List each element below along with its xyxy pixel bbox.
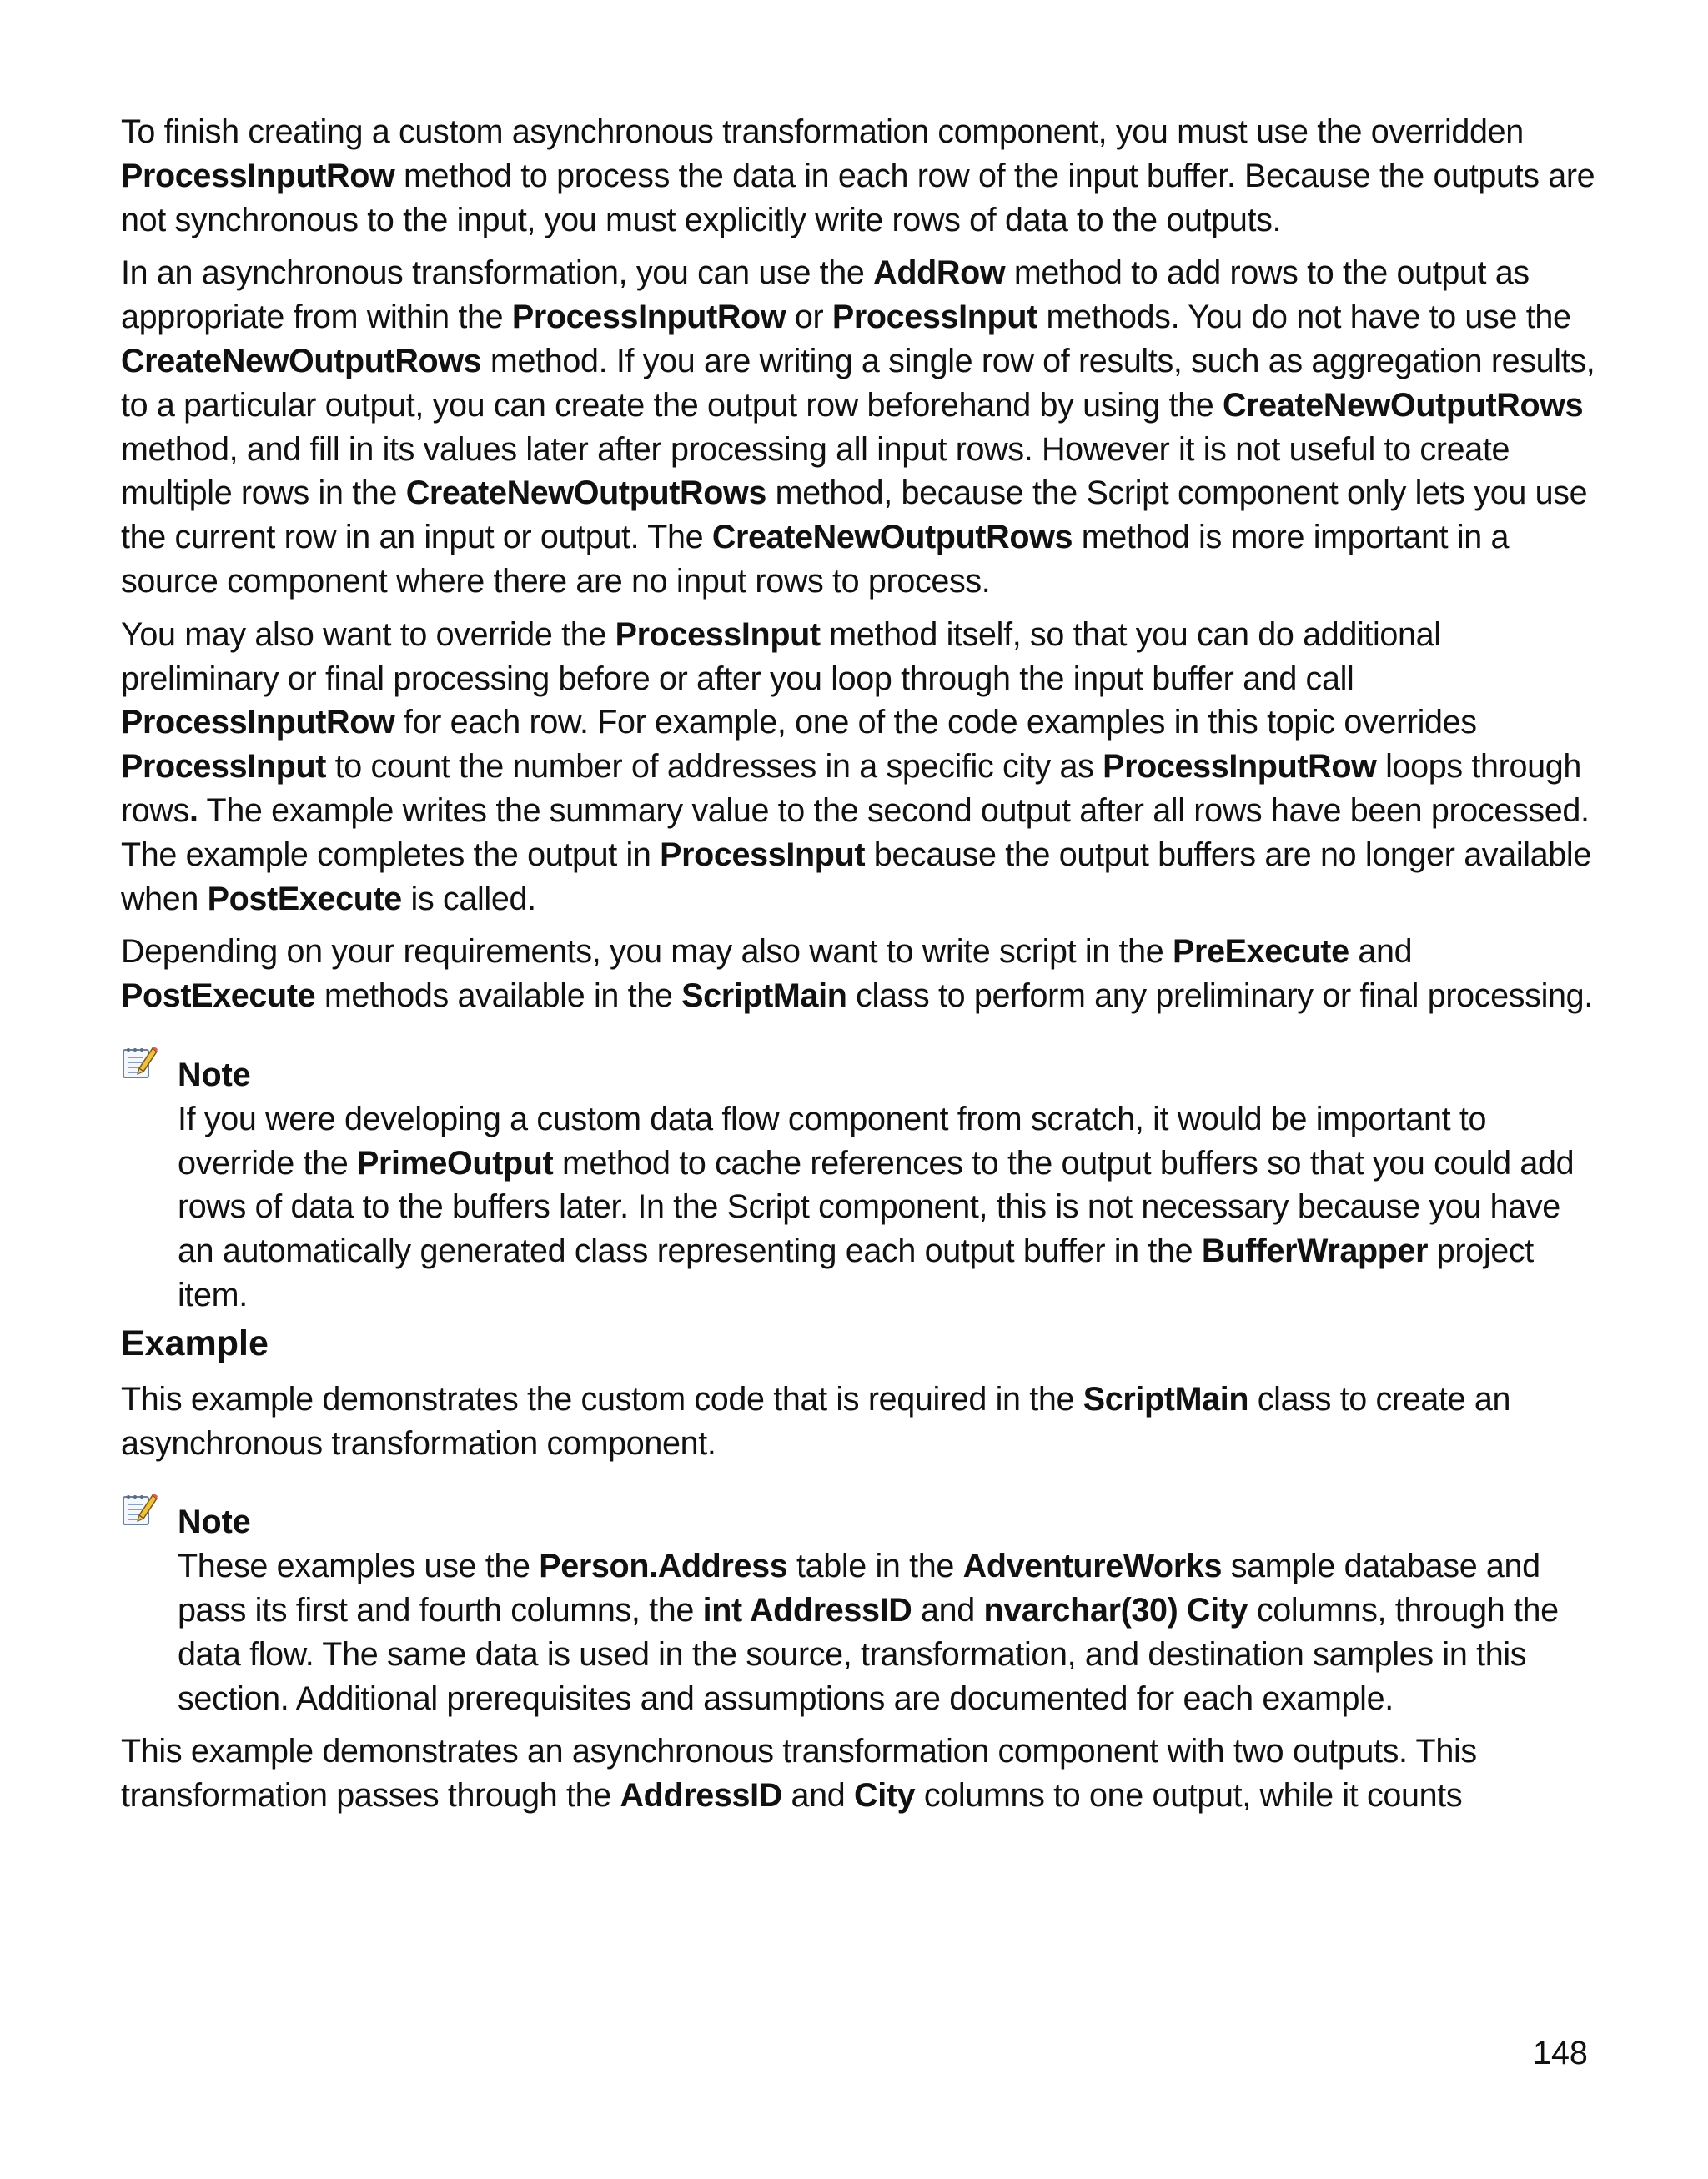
text: to count the number of addresses in a specific city as <box>326 748 1103 786</box>
text: columns to one output, while it counts <box>915 1777 1463 1815</box>
bold-term: ProcessInput <box>831 299 1037 336</box>
bold-term: CreateNewOutputRows <box>121 342 482 379</box>
notepad-pencil-icon <box>121 1490 158 1527</box>
text: These examples use the <box>178 1548 540 1585</box>
text: methods available in the <box>315 977 682 1015</box>
text: If you were developing a custom data flow component from scratch, it would be important to override the <box>178 1100 1487 1182</box>
text: method to process the data in each row of the input buffer. Because the outputs are not synchronous to the input, you must explicitly write rows of data to the outputs. <box>121 157 1595 238</box>
bold-term: Person.Address <box>539 1548 788 1585</box>
text: method to add rows to the output as appropriate from within the <box>121 254 1530 336</box>
bold-term: ProcessInputRow <box>1103 748 1377 786</box>
bold-term: ProcessInput <box>615 615 821 653</box>
text: class to perform any preliminary or final processing. <box>846 977 1593 1015</box>
bold-term: ProcessInput <box>121 748 327 786</box>
text: class to create an asynchronous transformation component. <box>121 1380 1511 1462</box>
bold-term: PostExecute <box>121 977 316 1015</box>
text: because the output buffers are no longer available when <box>121 836 1591 917</box>
text: loops through rows <box>121 748 1581 829</box>
text: for each row. For example, one of the code examples in this topic overrides <box>394 704 1477 741</box>
text: is called. <box>401 880 536 917</box>
bold-term: AdventureWorks <box>962 1548 1223 1585</box>
note-title: Note <box>178 1504 251 1541</box>
notepad-pencil-icon <box>121 1043 158 1080</box>
section-heading: Example <box>121 1323 269 1363</box>
bold-term: ProcessInput <box>660 836 866 873</box>
text: method to cache references to the output buffers so that you could add rows of data to the buffers later. In the Script component, this is not necessary because you have an automatically generated class representing each output buffer in the <box>178 1144 1575 1270</box>
bold-term: ProcessInputRow <box>511 299 786 336</box>
text: project item. <box>178 1233 1534 1313</box>
text: methods. You do not have to use the <box>1037 299 1571 336</box>
bold-term: BufferWrapper <box>1201 1233 1429 1270</box>
paragraph-4 <box>121 930 1597 1018</box>
bold-term: ScriptMain <box>1083 1380 1249 1418</box>
paragraph-2 <box>121 251 1597 603</box>
bold-term: CreateNewOutputRows <box>1222 386 1584 424</box>
bold-term: PreExecute <box>1173 933 1349 971</box>
text: sample database and pass its first and fourth columns, the <box>178 1548 1540 1629</box>
text: columns, through the data flow. The same data is used in the source, transformation, and destination samples in this section. Additional prerequisites and assumptions are documented for each example. <box>178 1591 1559 1717</box>
text: Depending on your requirements, you may also want to write script in the <box>121 933 1173 971</box>
bold-term: PrimeOutput <box>357 1144 554 1182</box>
text: method, because the Script component only lets you use the current row in an input or output. The <box>121 474 1588 556</box>
note-box-2 <box>121 1500 1597 1720</box>
bold-term: ScriptMain <box>681 977 847 1015</box>
paragraph-1 <box>121 110 1597 242</box>
paragraph-6 <box>121 1730 1597 1818</box>
text: This example demonstrates the custom code that is required in the <box>121 1380 1083 1418</box>
bold-term: int AddressID <box>702 1591 912 1629</box>
text: and <box>781 1777 855 1815</box>
bold-term: ProcessInputRow <box>121 157 395 194</box>
text: method. If you are writing a single row of results, such as aggregation results, to a particular output, you can create the output row beforehand by using the <box>121 342 1595 424</box>
text: method itself, so that you can do additional preliminary or final processing before or after you loop through the input buffer and call <box>121 615 1441 697</box>
bold-term: CreateNewOutputRows <box>405 474 767 512</box>
text: and <box>912 1591 984 1629</box>
bold-term: ProcessInputRow <box>121 704 395 741</box>
text: table in the <box>787 1548 963 1585</box>
bold-term: . <box>189 791 198 829</box>
text: You may also want to override the <box>121 615 615 653</box>
text: method is more important in a source component where there are no input rows to process. <box>121 519 1510 600</box>
bold-term: nvarchar(30) City <box>983 1591 1248 1629</box>
document-page <box>121 110 1597 1827</box>
text: The example writes the summary value to the second output after all rows have been processed. The example completes the output in <box>121 791 1590 873</box>
bold-term: AddRow <box>873 254 1006 292</box>
paragraph-3 <box>121 613 1597 921</box>
bold-term: PostExecute <box>207 880 402 917</box>
paragraph-5 <box>121 1378 1597 1466</box>
text: To finish creating a custom asynchronous transformation component, you must use the overridden <box>121 113 1524 150</box>
text: This example demonstrates an asynchronous transformation component with two outputs. This transformation passes through the <box>121 1733 1477 1815</box>
note-title: Note <box>178 1056 251 1093</box>
text: In an asynchronous transformation, you can use the <box>121 254 874 292</box>
note-body <box>178 1097 1597 1318</box>
bold-term: AddressID <box>620 1777 782 1815</box>
page-number: 148 <box>1533 2035 1588 2071</box>
note-body <box>178 1544 1597 1720</box>
bold-term: City <box>854 1777 916 1815</box>
text: method, and fill in its values later after processing all input rows. However it is not useful to create multiple rows in the <box>121 430 1510 512</box>
text: or <box>786 299 832 336</box>
text: and <box>1349 933 1413 971</box>
note-box-1 <box>121 1053 1597 1318</box>
bold-term: CreateNewOutputRows <box>711 519 1073 556</box>
